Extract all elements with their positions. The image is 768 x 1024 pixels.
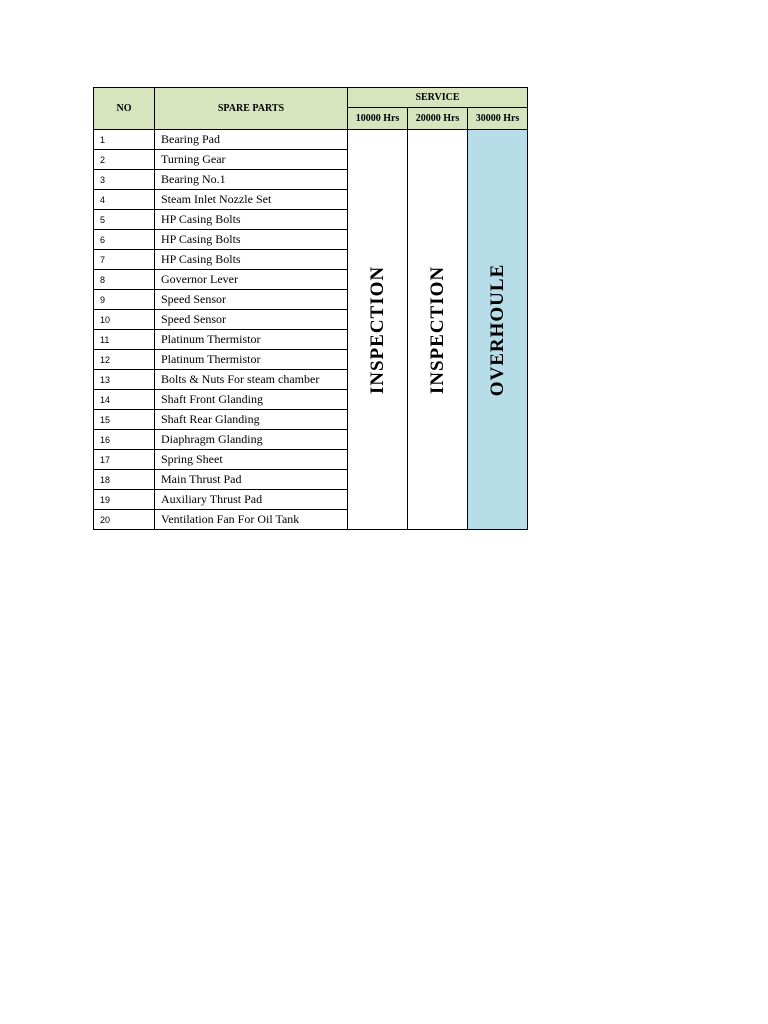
header-no: NO xyxy=(94,88,155,130)
header-interval-10000: 10000 Hrs xyxy=(348,108,408,130)
row-number: 18 xyxy=(94,470,155,490)
spare-part-name: Speed Sensor xyxy=(155,290,348,310)
spare-part-name: HP Casing Bolts xyxy=(155,210,348,230)
spare-part-name: Speed Sensor xyxy=(155,310,348,330)
header-interval-20000: 20000 Hrs xyxy=(408,108,468,130)
overhaul-label: OVERHOULE xyxy=(486,263,508,396)
row-number: 16 xyxy=(94,430,155,450)
row-number: 10 xyxy=(94,310,155,330)
spare-part-name: Diaphragm Glanding xyxy=(155,430,348,450)
row-number: 19 xyxy=(94,490,155,510)
spare-part-name: Main Thrust Pad xyxy=(155,470,348,490)
row-number: 13 xyxy=(94,370,155,390)
spare-part-name: Spring Sheet xyxy=(155,450,348,470)
row-number: 3 xyxy=(94,170,155,190)
row-number: 4 xyxy=(94,190,155,210)
row-number: 15 xyxy=(94,410,155,430)
service-10000-hrs-cell xyxy=(348,130,408,530)
row-number: 5 xyxy=(94,210,155,230)
row-number: 8 xyxy=(94,270,155,290)
header-service: SERVICE xyxy=(348,88,528,108)
service-20000-hrs-cell xyxy=(408,130,468,530)
row-number: 1 xyxy=(94,130,155,150)
spare-part-name: Shaft Rear Glanding xyxy=(155,410,348,430)
inspection-label: INSPECTION xyxy=(366,265,388,394)
spare-part-name: HP Casing Bolts xyxy=(155,230,348,250)
spare-part-name: Shaft Front Glanding xyxy=(155,390,348,410)
spare-part-name: Bolts & Nuts For steam chamber xyxy=(155,370,348,390)
row-number: 12 xyxy=(94,350,155,370)
service-30000-hrs-cell xyxy=(468,130,528,530)
spare-part-name: Platinum Thermistor xyxy=(155,350,348,370)
spare-part-name: Governor Lever xyxy=(155,270,348,290)
row-number: 9 xyxy=(94,290,155,310)
spare-part-name: Platinum Thermistor xyxy=(155,330,348,350)
spare-part-name: Auxiliary Thrust Pad xyxy=(155,490,348,510)
spare-part-name: Steam Inlet Nozzle Set xyxy=(155,190,348,210)
spare-parts-service-table xyxy=(93,87,528,530)
spare-part-name: Turning Gear xyxy=(155,150,348,170)
row-number: 20 xyxy=(94,510,155,530)
spare-part-name: Bearing Pad xyxy=(155,130,348,150)
spare-part-name: Ventilation Fan For Oil Tank xyxy=(155,510,348,530)
row-number: 11 xyxy=(94,330,155,350)
header-row xyxy=(94,88,528,108)
table-row xyxy=(94,130,528,150)
spare-part-name: Bearing No.1 xyxy=(155,170,348,190)
row-number: 6 xyxy=(94,230,155,250)
row-number: 17 xyxy=(94,450,155,470)
row-number: 7 xyxy=(94,250,155,270)
inspection-label: INSPECTION xyxy=(426,265,448,394)
spare-part-name: HP Casing Bolts xyxy=(155,250,348,270)
header-interval-30000: 30000 Hrs xyxy=(468,108,528,130)
row-number: 2 xyxy=(94,150,155,170)
header-spare-parts: SPARE PARTS xyxy=(155,88,348,130)
row-number: 14 xyxy=(94,390,155,410)
